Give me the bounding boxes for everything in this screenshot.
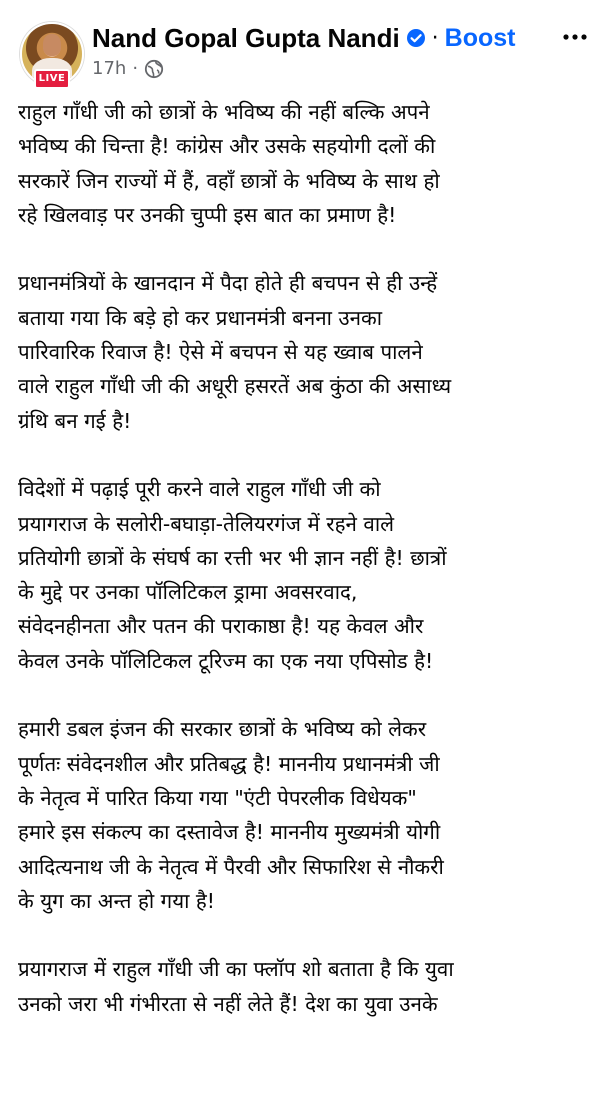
post-paragraph — [18, 472, 588, 678]
post-text-line: वाले राहुल गाँधी जी की अधूरी हसरतें अब कुंठा की असाध्य — [18, 374, 452, 399]
post-text-line: सरकारें जिन राज्यों में हैं, वहाँ छात्रों के भविष्य के साथ हो — [18, 168, 440, 193]
post-text-line: आदित्यनाथ जी के नेतृत्व में पैरवी और सिफारिश से नौकरी — [18, 854, 444, 879]
post-text-line: ग्रंथि बन गई है! — [18, 408, 132, 433]
boost-button[interactable]: Boost — [444, 23, 516, 52]
post-text-line: प्रयागराज में राहुल गाँधी जी का फ्लॉप शो बताता है कि युवा — [18, 957, 454, 982]
name-separator: · — [431, 25, 439, 51]
meta-separator: · — [132, 58, 139, 79]
post-text-line: प्रयागराज के सलोरी-बघाड़ा-तेलियरगंज में रहने वाले — [18, 511, 395, 536]
post-paragraph — [18, 952, 588, 1021]
post-text — [18, 95, 588, 1055]
globe-icon[interactable] — [144, 59, 164, 79]
post-text-line: प्रधानमंत्रियों के खानदान में पैदा होते ही बचपन से ही उन्हें — [18, 271, 438, 296]
post-paragraph — [18, 712, 588, 918]
post-text-line: रहे खिलवाड़ पर उनकी चुप्पी इस बात का प्रमाण है! — [18, 202, 397, 227]
post-text-line: के नेतृत्व में पारित किया गया "एंटी पेपरलीक विधेयक" — [18, 785, 417, 810]
post-text-line: हमारे इस संकल्प का दस्तावेज है! माननीय मुख्यमंत्री योगी — [18, 820, 441, 845]
post-text-line: के युग का अन्त हो गया है! — [18, 888, 216, 913]
post-text-line: भविष्य की चिन्ता है! कांग्रेस और उसके सहयोगी दलों की — [18, 134, 436, 159]
post-text-line: केवल उनके पॉलिटिकल टूरिज्म का एक नया एपिसोड है! — [18, 648, 434, 673]
post-timestamp[interactable]: 17h — [92, 58, 127, 79]
post-text-line: विदेशों में पढ़ाई पूरी करने वाले राहुल गाँधी जी को — [18, 477, 381, 502]
live-badge: LIVE — [34, 69, 70, 89]
post-text-line: पूर्णतः संवेदनशील और प्रतिबद्ध है! माननीय प्रधानमंत्री जी — [18, 751, 440, 776]
avatar-face — [43, 34, 61, 56]
post-text-line: उनको जरा भी गंभीरता से नहीं लेते हैं! देश का युवा उनके — [18, 991, 438, 1016]
post-text-line: संवेदनहीनता और पतन की पराकाष्ठा है! यह केवल और — [18, 614, 424, 639]
page-name-link[interactable]: Nand Gopal Gupta Nandi — [92, 22, 400, 53]
post-paragraph — [18, 95, 588, 232]
verified-badge-icon — [406, 28, 426, 48]
post-text-line: के मुद्दे पर उनका पॉलिटिकल ड्रामा अवसरवाद, — [18, 580, 358, 605]
post-text-line: पारिवारिक रिवाज है! ऐसे में बचपन से यह ख्वाब पालने — [18, 340, 423, 365]
post-paragraph — [18, 266, 588, 437]
post-text-line: राहुल गाँधी जी को छात्रों के भविष्य की नहीं बल्कि अपने — [18, 100, 430, 124]
post-text-line: प्रतियोगी छात्रों के संघर्ष का रत्ती भर भी ज्ञान नहीं है! छात्रों — [18, 545, 447, 570]
more-options-icon[interactable] — [560, 22, 590, 52]
post-text-line: बताया गया कि बड़े हो कर प्रधानमंत्री बनना उनका — [18, 305, 383, 330]
post-text-line: हमारी डबल इंजन की सरकार छात्रों के भविष्य को लेकर — [18, 717, 427, 742]
post-meta — [92, 58, 164, 79]
name-row — [92, 20, 516, 56]
post-header — [0, 0, 600, 95]
